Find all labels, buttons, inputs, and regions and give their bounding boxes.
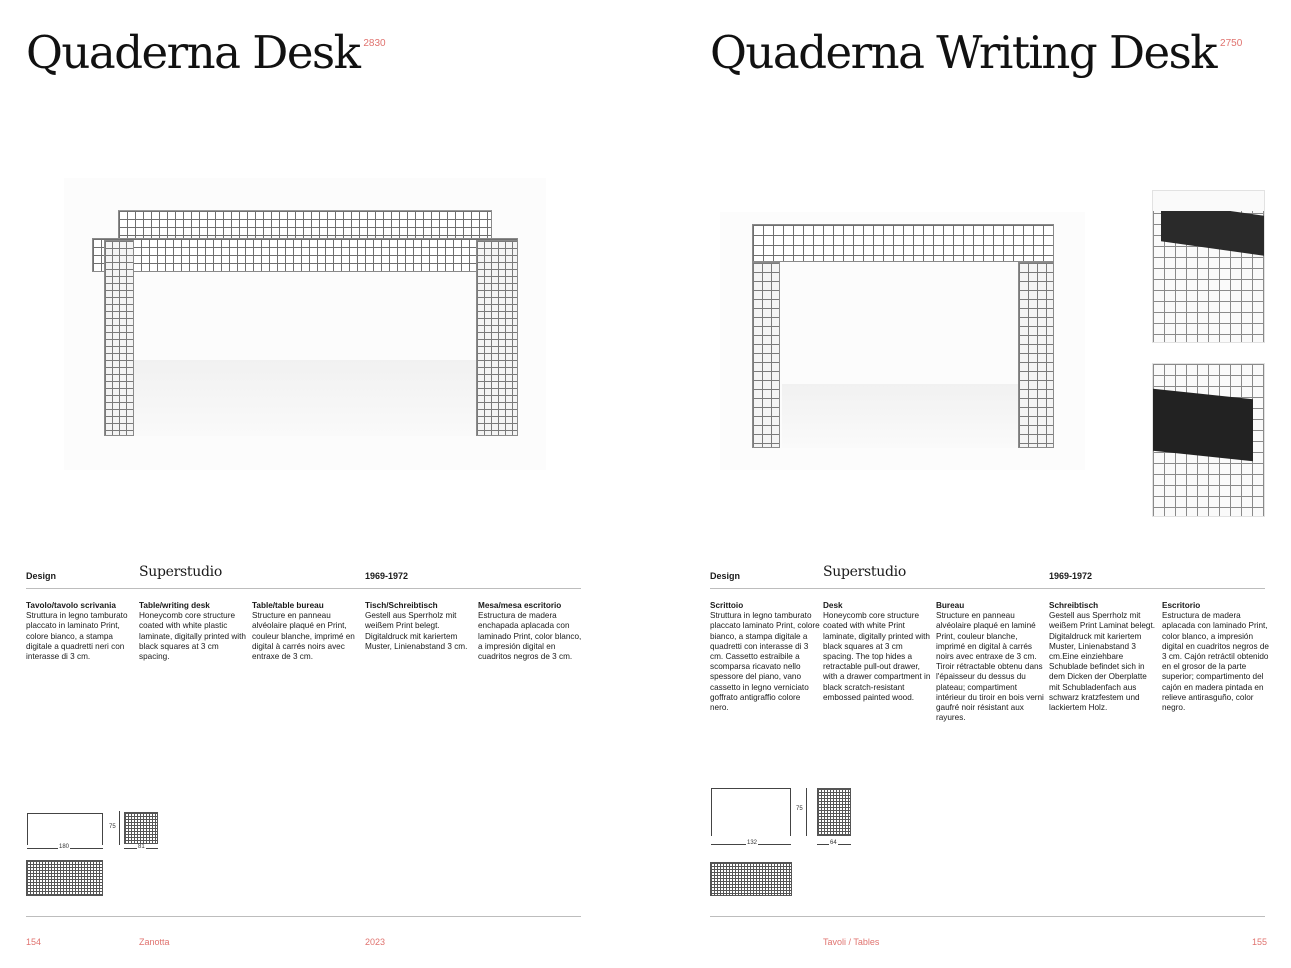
plan-view bbox=[26, 860, 103, 896]
dim-depth: 64 bbox=[830, 840, 837, 846]
brand-name: Zanotta bbox=[139, 937, 170, 947]
description-de: Tisch/Schreibtisch Gestell aus Sperrholz mit weißem Print belegt. Digitaldruck mit kariertem Muster, Linienabstand 3 cm. bbox=[365, 601, 468, 651]
design-label: Design bbox=[26, 571, 57, 581]
writing-desk-photo bbox=[720, 212, 1085, 470]
technical-drawing bbox=[26, 808, 166, 898]
description-it: Scrittoio Struttura in legno tamburato placcato laminato Print, colore bianco, a stampa digitale a quadretti con interasse di 3 cm. Cassetto estraibile a scomparsa ricavato nello spessore del piano, vano cassetto in legno verniciato goffrato antigraffio colore nero. bbox=[710, 601, 820, 713]
right-page bbox=[645, 0, 1291, 968]
left-page bbox=[0, 0, 645, 968]
dim-width: 132 bbox=[747, 840, 758, 846]
section-name: Tavoli / Tables bbox=[823, 937, 880, 947]
designer-name: Superstudio bbox=[139, 564, 222, 580]
product-code: 2750 bbox=[1220, 38, 1243, 49]
catalog-year: 2023 bbox=[365, 937, 386, 947]
divider bbox=[710, 588, 1265, 589]
design-years: 1969-1972 bbox=[1049, 571, 1093, 581]
footer-rule bbox=[26, 916, 581, 917]
dim-height: 75 bbox=[796, 806, 803, 812]
desk-photo bbox=[64, 178, 546, 470]
designer-name: Superstudio bbox=[823, 564, 906, 580]
design-years: 1969-1972 bbox=[365, 571, 409, 581]
design-label: Design bbox=[710, 571, 741, 581]
description-fr: Bureau Structure en panneau alvéolaire plaqué en laminé Print, couleur blanche, imprimé en digital à carrés noirs avec entraxe de 3 cm. Tiroir rétractable obtenu dans l'épaisseur du dessus du plateau; compartiment intérieur du tiroir en bois verni gaufré noir résistant aux rayures. bbox=[936, 601, 1044, 723]
page-number: 154 bbox=[26, 937, 42, 947]
dim-width: 180 bbox=[59, 844, 70, 850]
product-code: 2830 bbox=[363, 38, 386, 49]
design-row bbox=[710, 564, 1265, 590]
divider bbox=[26, 588, 581, 589]
dim-height: 75 bbox=[109, 824, 116, 830]
footer-rule bbox=[710, 916, 1265, 917]
description-es: Mesa/mesa escritorio Estructura de madera enchapada aplacada con laminado Print, color blanco, a impresión digital en cuadritos negros de 3 cm. bbox=[478, 601, 582, 662]
dim-depth: 81 bbox=[138, 844, 145, 850]
description-en: Desk Honeycomb core structure coated with white Print laminate, digitally printed with black squares at 3 cm spacing. The top hides a retractable pull-out drawer, with a drawer compartment in black scratch-resistant embossed painted wood. bbox=[823, 601, 931, 702]
product-title: Quaderna Desk $^{2830}$ bbox=[26, 26, 386, 79]
technical-drawing bbox=[710, 784, 870, 898]
drawer-detail-photo-open bbox=[1152, 190, 1265, 343]
drawer-detail-photo-side bbox=[1152, 363, 1265, 517]
design-row bbox=[26, 564, 581, 590]
description-en: Table/writing desk Honeycomb core structure coated with white plastic laminate, digitally printed with black squares at 3 cm spacing. bbox=[139, 601, 246, 662]
product-title: Quaderna Writing Desk $^{2750}$ bbox=[710, 26, 1243, 79]
plan-view bbox=[710, 862, 792, 896]
description-de: Schreibtisch Gestell aus Sperrholz mit weißem Print Laminat belegt. Digitaldruck mit kariertem Muster, Linienabstand 3 cm.Eine einziehbare Schublade befindet sich in dem Dicken der Oberplatte mit Schubladenfach aus schwarz kratzfestem und lackiertem Holz. bbox=[1049, 601, 1156, 713]
page-number: 155 bbox=[1252, 937, 1268, 947]
description-fr: Table/table bureau Structure en panneau alvéolaire plaqué en Print, couleur blanche, imprimé en digital à carrés noirs avec entraxe de 3 cm. bbox=[252, 601, 355, 662]
description-it: Tavolo/tavolo scrivania Struttura in legno tamburato placcato in laminato Print, colore bianco, a stampa digitale a quadretti neri con interasse di 3 cm. bbox=[26, 601, 128, 662]
description-es: Escritorio Estructura de madera aplacada con laminado Print, color blanco, a impresión digital en cuadritos negros de 3 cm. Cajón retráctil obtenido en el grosor de la parte superior; compartimento del cajón en madera pintada en relieve antirasguño, color negro. bbox=[1162, 601, 1269, 713]
